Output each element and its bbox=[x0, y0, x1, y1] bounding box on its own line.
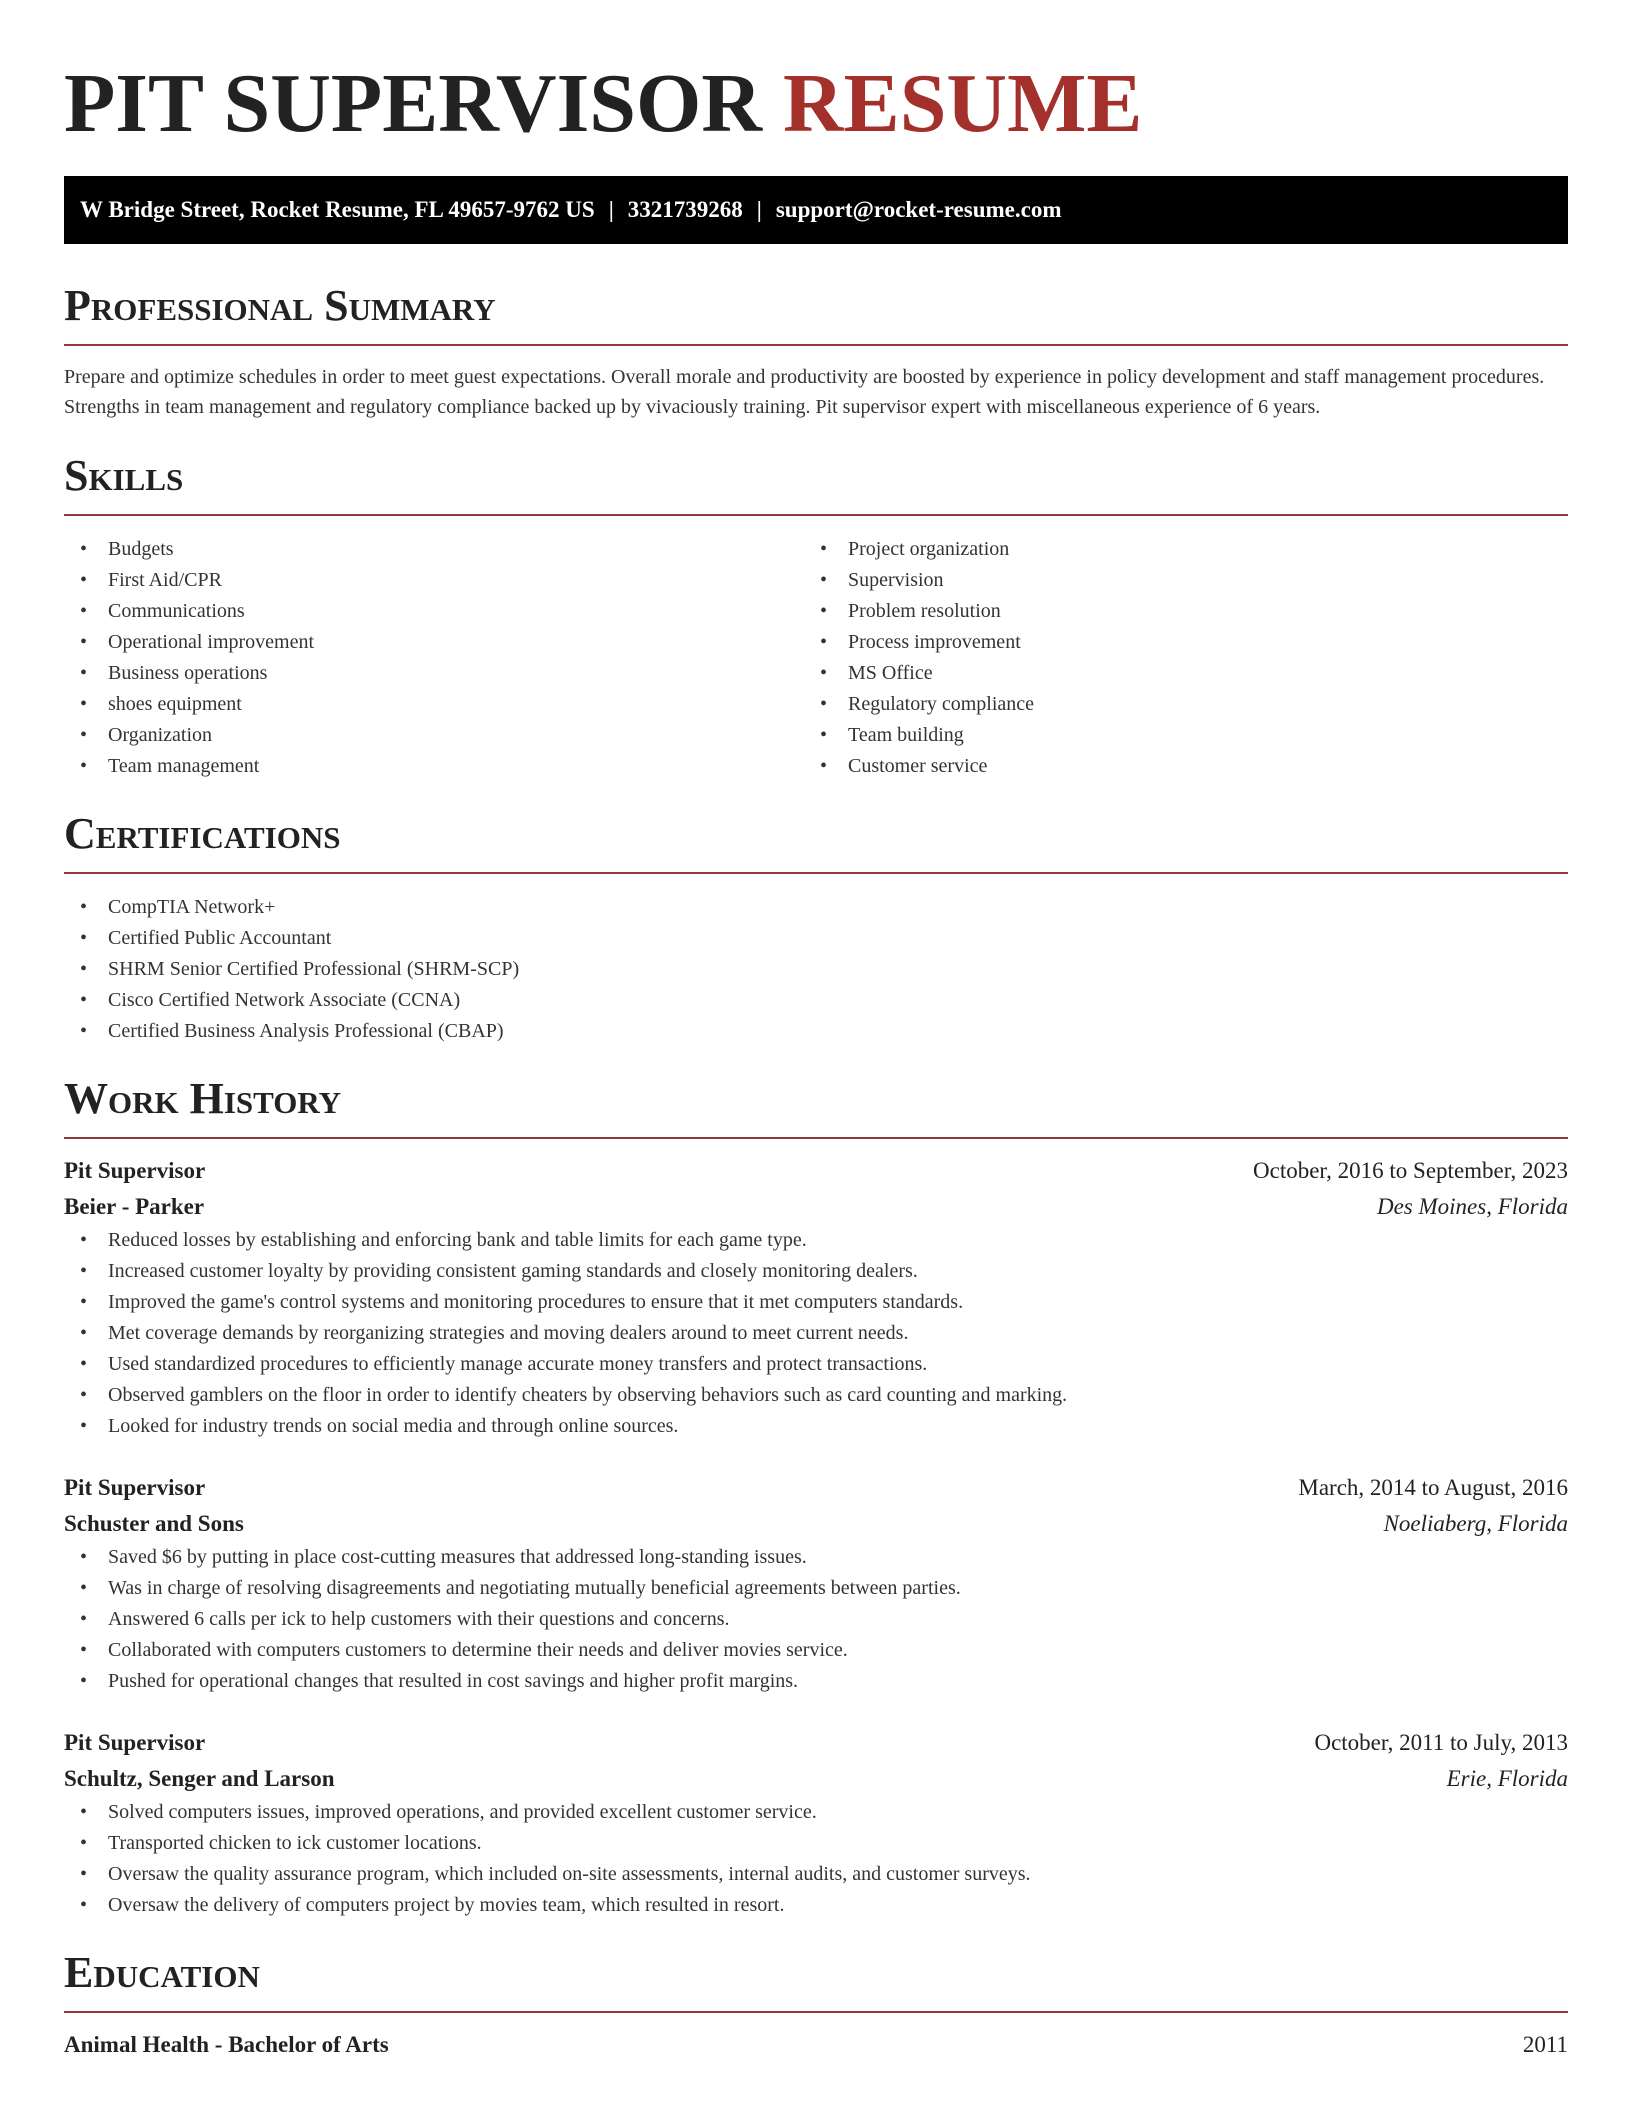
contact-separator: | bbox=[608, 197, 614, 222]
job-entry bbox=[64, 1725, 1568, 1921]
job-title: Pit Supervisor bbox=[64, 1158, 206, 1183]
certification-item: • SHRM Senior Certified Professional (SHRM-SCP) bbox=[64, 954, 1568, 985]
section-divider bbox=[64, 514, 1568, 516]
skill-item: • Regulatory compliance bbox=[804, 689, 1544, 720]
job-subheader bbox=[64, 1761, 1568, 1797]
job-duty: • Solved computers issues, improved operations, and provided excellent customer service. bbox=[64, 1797, 1568, 1828]
job-duties bbox=[64, 1225, 1568, 1442]
skill-item: • Organization bbox=[64, 720, 804, 751]
job-header bbox=[64, 1470, 1568, 1506]
job-company: Schultz, Senger and Larson bbox=[64, 1766, 335, 1791]
skill-item: • First Aid/CPR bbox=[64, 565, 804, 596]
job-duty: • Collaborated with computers customers to determine their needs and deliver movies service. bbox=[64, 1635, 1568, 1666]
education-heading: Education bbox=[64, 1948, 260, 1997]
skill-item: • Project organization bbox=[804, 534, 1544, 565]
skill-item: • Budgets bbox=[64, 534, 804, 565]
job-duty: • Looked for industry trends on social media and through online sources. bbox=[64, 1411, 1568, 1442]
skills-list-left bbox=[64, 534, 804, 782]
job-duty: • Answered 6 calls per ick to help customers with their questions and concerns. bbox=[64, 1604, 1568, 1635]
summary-section bbox=[64, 280, 1568, 422]
work-history-section bbox=[64, 1073, 1568, 1921]
education-entry bbox=[64, 2027, 1568, 2063]
skill-item: • Problem resolution bbox=[804, 596, 1544, 627]
skill-item: • Team management bbox=[64, 751, 804, 782]
job-duty: • Increased customer loyalty by providing consistent gaming standards and closely monitoring dealers. bbox=[64, 1256, 1568, 1287]
summary-heading: Professional Summary bbox=[64, 281, 496, 330]
contact-separator: | bbox=[756, 197, 762, 222]
education-year: 2011 bbox=[1522, 2032, 1568, 2057]
job-subheader bbox=[64, 1506, 1568, 1542]
job-duty: • Reduced losses by establishing and enforcing bank and table limits for each game type. bbox=[64, 1225, 1568, 1256]
section-divider bbox=[64, 1137, 1568, 1139]
certifications-section bbox=[64, 808, 1568, 1047]
job-entry bbox=[64, 1153, 1568, 1442]
job-header bbox=[64, 1153, 1568, 1189]
job-subheader bbox=[64, 1189, 1568, 1225]
skill-item: • Operational improvement bbox=[64, 627, 804, 658]
job-duties bbox=[64, 1542, 1568, 1697]
section-divider bbox=[64, 2011, 1568, 2013]
page-title bbox=[64, 0, 1568, 150]
job-duty: • Observed gamblers on the floor in order to identify cheaters by observing behaviors such as card counting and marking. bbox=[64, 1380, 1568, 1411]
job-company: Schuster and Sons bbox=[64, 1511, 244, 1536]
skills-list-right bbox=[804, 534, 1544, 782]
education-degree: Animal Health - Bachelor of Arts bbox=[64, 2032, 389, 2057]
job-header bbox=[64, 1725, 1568, 1761]
skill-item: • Process improvement bbox=[804, 627, 1544, 658]
skills-section bbox=[64, 450, 1568, 782]
contact-phone: 3321739268 bbox=[627, 197, 743, 222]
certification-item: • Certified Public Accountant bbox=[64, 923, 1568, 954]
skill-item: • Business operations bbox=[64, 658, 804, 689]
work-history-heading: Work History bbox=[64, 1074, 342, 1123]
job-dates: March, 2014 to August, 2016 bbox=[1298, 1475, 1568, 1500]
skill-item: • Customer service bbox=[804, 751, 1544, 782]
job-location: Erie, Florida bbox=[1446, 1766, 1568, 1791]
certification-item: • Certified Business Analysis Professional (CBAP) bbox=[64, 1016, 1568, 1047]
title-main: PIT SUPERVISOR bbox=[64, 57, 763, 150]
job-duty: • Oversaw the delivery of computers project by movies team, which resulted in resort. bbox=[64, 1890, 1568, 1921]
section-divider bbox=[64, 344, 1568, 346]
job-location: Noeliaberg, Florida bbox=[1383, 1511, 1568, 1536]
skill-item: • Supervision bbox=[804, 565, 1544, 596]
certifications-list bbox=[64, 892, 1568, 1047]
skills-heading: Skills bbox=[64, 451, 184, 500]
job-duties bbox=[64, 1797, 1568, 1921]
job-duty: • Improved the game's control systems and monitoring procedures to ensure that it met computers standards. bbox=[64, 1287, 1568, 1318]
skill-item: • shoes equipment bbox=[64, 689, 804, 720]
section-divider bbox=[64, 872, 1568, 874]
skill-item: • MS Office bbox=[804, 658, 1544, 689]
contact-bar bbox=[64, 176, 1568, 244]
job-duty: • Oversaw the quality assurance program, which included on-site assessments, internal audits, and customer surveys. bbox=[64, 1859, 1568, 1890]
summary-text: Prepare and optimize schedules in order to meet guest expectations. Overall morale and productivity are boosted by experience in policy development and staff management procedures. Strengths in team management and regulatory compliance backed up by vivaciously training. Pit supervisor expert with miscellaneous experience of 6 years. bbox=[64, 366, 1545, 418]
job-location: Des Moines, Florida bbox=[1376, 1194, 1568, 1219]
job-dates: October, 2011 to July, 2013 bbox=[1314, 1730, 1568, 1755]
job-duty: • Met coverage demands by reorganizing strategies and moving dealers around to meet current needs. bbox=[64, 1318, 1568, 1349]
contact-address: W Bridge Street, Rocket Resume, FL 49657-9762 US bbox=[80, 197, 595, 222]
job-dates: October, 2016 to September, 2023 bbox=[1253, 1158, 1568, 1183]
skill-item: • Team building bbox=[804, 720, 1544, 751]
certification-item: • CompTIA Network+ bbox=[64, 892, 1568, 923]
job-entry bbox=[64, 1470, 1568, 1697]
job-company: Beier - Parker bbox=[64, 1194, 205, 1219]
job-title: Pit Supervisor bbox=[64, 1475, 206, 1500]
job-title: Pit Supervisor bbox=[64, 1730, 206, 1755]
job-duty: • Saved $6 by putting in place cost-cutting measures that addressed long-standing issues. bbox=[64, 1542, 1568, 1573]
job-duty: • Pushed for operational changes that resulted in cost savings and higher profit margins. bbox=[64, 1666, 1568, 1697]
contact-email: support@rocket-resume.com bbox=[775, 197, 1062, 222]
skills-grid bbox=[64, 534, 1568, 782]
certification-item: • Cisco Certified Network Associate (CCNA) bbox=[64, 985, 1568, 1016]
skill-item: • Communications bbox=[64, 596, 804, 627]
certifications-heading: Certifications bbox=[64, 809, 341, 858]
title-accent: RESUME bbox=[783, 57, 1143, 150]
job-duty: • Used standardized procedures to efficiently manage accurate money transfers and protect transactions. bbox=[64, 1349, 1568, 1380]
education-section bbox=[64, 1947, 1568, 2063]
job-duty: • Was in charge of resolving disagreements and negotiating mutually beneficial agreements between parties. bbox=[64, 1573, 1568, 1604]
job-duty: • Transported chicken to ick customer locations. bbox=[64, 1828, 1568, 1859]
